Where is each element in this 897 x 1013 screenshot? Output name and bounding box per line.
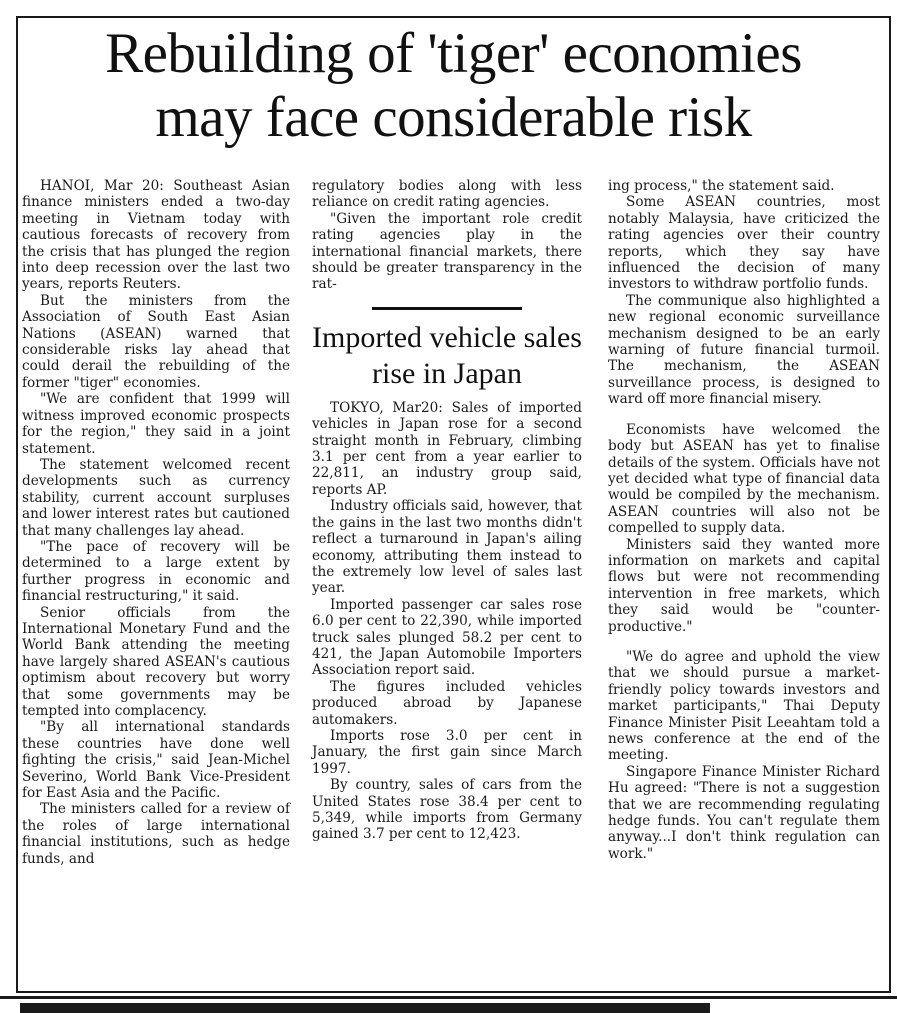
paragraph: HANOI, Mar 20: Southeast Asian finance ministers ended a two-day meeting in Vietnam today with cautious forecasts of recovery from the crisis that has plunged the region into deep recession over the last two years, reports Reuters. bbox=[22, 178, 290, 293]
paragraph: The statement welcomed recent developments such as currency stability, current account surpluses and lower interest rates but cautioned that many challenges lay ahead. bbox=[22, 456, 290, 539]
paragraph: regulatory bodies along with less reliance on credit rating agencies. bbox=[312, 178, 582, 211]
article-column-2 bbox=[312, 178, 582, 843]
paragraph: "The pace of recovery will be determined to a large extent by further progress in economic and financial restructuring," it said. bbox=[22, 538, 290, 605]
paragraph: "We are confident that 1999 will witness improved economic prospects for the region," they said in a joint statement. bbox=[22, 391, 290, 457]
paragraph: TOKYO, Mar20: Sales of imported vehicles in Japan rose for a second straight month in February, climbing 3.1 per cent from a year earlier to 22,811, an industry group said, reports AP. bbox=[312, 399, 582, 498]
article-column-3 bbox=[608, 178, 880, 862]
paragraph: Imported passenger car sales rose 6.0 per cent to 22,390, while imported truck sales plunged 58.2 per cent to 421, the Japan Automobile Importers Association report said. bbox=[312, 596, 582, 679]
paragraph: ing process," the statement said. bbox=[608, 178, 835, 194]
paragraph: Economists have welcomed the body but ASEAN has yet to finalise details of the system. Officials have not yet decided what type of financial data would be compiled by the mechanism. ASEAN countries will also not be compelled to supply data. bbox=[608, 421, 880, 537]
subarticle-headline: Imported vehicle sales rise in Japan bbox=[312, 320, 582, 390]
paragraph: "By all international standards these countries have done well fighting the crisis," said Jean-Michel Severino, World Bank Vice-President for East Asia and the Pacific. bbox=[22, 719, 290, 802]
page-bottom-rule bbox=[0, 996, 897, 999]
paragraph: Ministers said they wanted more information on markets and capital flows but were not recommending intervention in free markets, which they said would be "counter-productive." bbox=[608, 536, 880, 635]
paragraph: By country, sales of cars from the United States rose 38.4 per cent to 5,349, while imports from Germany gained 3.7 per cent to 12,423. bbox=[312, 777, 582, 843]
headline-line-2: may face considerable risk bbox=[155, 86, 752, 149]
paragraph: Senior officials from the International Monetary Fund and the World Bank attending the meeting have largely shared ASEAN's cautious optimism about recovery but worry that some governments may be tempted into complacency. bbox=[22, 604, 290, 719]
article-column-1 bbox=[22, 178, 290, 867]
paragraph: The communique also highlighted a new regional economic surveillance mechanism designed to be an early warning of future financial turmoil. The mechanism, the ASEAN surveillance process, is designed to ward off more financial misery. bbox=[608, 292, 880, 408]
section-divider bbox=[372, 307, 522, 310]
headline-line-1: Rebuilding of 'tiger' economies bbox=[105, 22, 802, 85]
next-article-heading-strip bbox=[20, 1003, 710, 1013]
paragraph: But the ministers from the Association of South East Asian Nations (ASEAN) warned that considerable risks lay ahead that could derail the rebuilding of the former "tiger" economies. bbox=[22, 292, 290, 391]
paragraph: Industry officials said, however, that the gains in the last two months didn't reflect a turnaround in Japan's ailing economy, attributing them instead to the extremely low level of sales last year. bbox=[312, 498, 582, 597]
paragraph: The ministers called for a review of the roles of large international financial institutions, such as hedge funds, and bbox=[22, 801, 290, 867]
paragraph: Imports rose 3.0 per cent in January, the first gain since March 1997. bbox=[312, 727, 582, 777]
paragraph: Singapore Finance Minister Richard Hu agreed: "There is not a suggestion that we are recommending regulating hedge funds. You can't regulate them anyway...I don't think regulation can work." bbox=[608, 763, 880, 862]
paragraph: "Given the important role credit rating agencies play in the international financial markets, there should be greater transparency in the rat- bbox=[312, 210, 582, 293]
article-headline bbox=[18, 22, 889, 150]
paragraph: The figures included vehicles produced abroad by Japanese automakers. bbox=[312, 678, 582, 728]
paragraph: Some ASEAN countries, most notably Malaysia, have criticized the rating agencies over their country reports, which they say have influenced the decision of many investors to withdraw portfolio funds. bbox=[608, 194, 880, 293]
paragraph: "We do agree and uphold the view that we should pursue a market-friendly policy towards investors and market participants," Thai Deputy Finance Minister Pisit Leeahtam told a news conference at the end of the meeting. bbox=[608, 648, 880, 764]
